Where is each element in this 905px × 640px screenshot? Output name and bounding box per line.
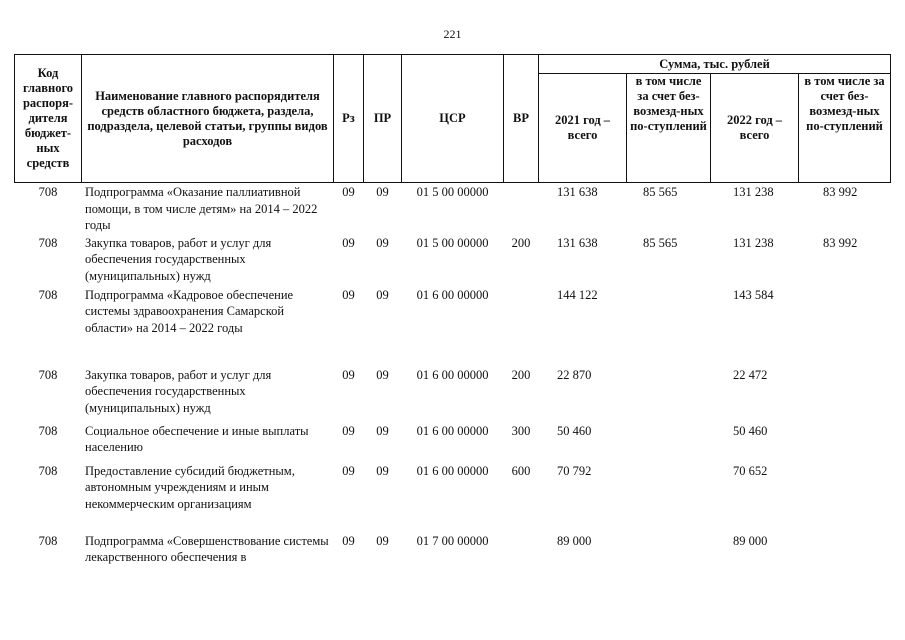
- cell-vr: [504, 286, 539, 366]
- cell-2022-gratuitous: [799, 532, 891, 586]
- cell-code: 708: [38, 423, 58, 438]
- cell-rz: 09: [342, 287, 355, 302]
- cell-2022-total: 50 460: [733, 423, 768, 438]
- header-rz: Рз: [334, 55, 364, 183]
- cell-rz: 09: [342, 235, 355, 250]
- cell-2021-total: 131 638: [557, 185, 598, 199]
- cell-2022-total: 89 000: [733, 533, 768, 548]
- header-csr: ЦСР: [402, 55, 504, 183]
- header-2022-gratuitous: в том числе за счет без-возмезд-ных по-ступлений: [799, 74, 891, 183]
- cell-2022-gratuitous: [799, 286, 891, 366]
- cell-2022-gratuitous: 83 992: [823, 185, 858, 199]
- cell-2021-total: 131 638: [557, 235, 598, 250]
- cell-2022-total: 70 652: [733, 463, 768, 478]
- cell-csr: 01 6 00 00000: [416, 423, 489, 438]
- cell-2021-total: 22 870: [557, 367, 592, 382]
- cell-rz: 09: [342, 367, 355, 382]
- cell-csr: 01 7 00 00000: [416, 533, 489, 548]
- cell-code: 708: [38, 533, 58, 548]
- cell-code: 708: [38, 463, 58, 478]
- cell-csr: 01 5 00 00000: [416, 185, 489, 199]
- header-name: Наименование главного распорядителя средств областного бюджета, раздела, подраздела, целевой статьи, группы видов расходов: [82, 55, 334, 183]
- cell-pr: 09: [376, 533, 389, 548]
- header-2021-gratuitous: в том числе за счет без-возмезд-ных по-ступлений: [627, 74, 711, 183]
- cell-vr: [504, 532, 539, 586]
- cell-2021-gratuitous: [627, 286, 711, 366]
- cell-csr: 01 6 00 00000: [416, 463, 489, 478]
- cell-name: Подпрограмма «Кадровое обеспечение системы здравоохранения Самарской области» на 2014 – 2022 годы: [85, 287, 294, 335]
- cell-pr: 09: [376, 235, 389, 250]
- page-number: 221: [443, 27, 462, 41]
- cell-vr: [504, 183, 539, 234]
- cell-name: Подпрограмма «Совершенствование системы лекарственного обеспечения в: [85, 533, 329, 564]
- cell-2021-total: 89 000: [557, 533, 592, 548]
- cell-2022-gratuitous: [799, 366, 891, 422]
- cell-2022-gratuitous: [799, 422, 891, 462]
- cell-2022-total: 131 238: [733, 185, 774, 199]
- table-row: [15, 366, 891, 422]
- cell-vr: 300: [511, 423, 531, 438]
- cell-2021-gratuitous: [627, 422, 711, 462]
- cell-2021-total: 50 460: [557, 423, 592, 438]
- cell-rz: 09: [342, 423, 355, 438]
- cell-2021-total: 144 122: [557, 287, 598, 302]
- header-vr: ВР: [504, 55, 539, 183]
- cell-vr: 200: [511, 367, 531, 382]
- cell-vr: 600: [511, 463, 531, 478]
- header-2021-total: 2021 год – всего: [539, 74, 627, 183]
- cell-code: 708: [38, 367, 58, 382]
- cell-pr: 09: [376, 463, 389, 478]
- cell-name: Социальное обеспечение и иные выплаты населению: [85, 423, 309, 454]
- cell-2022-total: 22 472: [733, 367, 768, 382]
- cell-code: 708: [38, 287, 58, 302]
- cell-2021-gratuitous: [627, 532, 711, 586]
- cell-rz: 09: [342, 463, 355, 478]
- table-row: [15, 183, 891, 234]
- cell-2021-gratuitous: [627, 366, 711, 422]
- cell-name: Закупка товаров, работ и услуг для обеспечения государственных (муниципальных) нужд: [85, 367, 272, 415]
- header-pr: ПР: [364, 55, 402, 183]
- cell-2021-total: 70 792: [557, 463, 592, 478]
- table-row: [15, 286, 891, 366]
- table-row: [15, 532, 891, 586]
- cell-2022-gratuitous: [799, 462, 891, 532]
- table-row: [15, 422, 891, 462]
- cell-name: Закупка товаров, работ и услуг для обеспечения государственных (муниципальных) нужд: [85, 235, 272, 283]
- cell-pr: 09: [376, 287, 389, 302]
- cell-name: Подпрограмма «Оказание паллиативной помощи, в том числе детям» на 2014 – 2022 годы: [85, 185, 318, 232]
- header-sum: Сумма, тыс. рублей: [539, 55, 891, 74]
- cell-2021-gratuitous: 85 565: [643, 185, 678, 199]
- cell-rz: 09: [342, 185, 355, 199]
- header-code: Код главного распоря-дителя бюджет-ных средств: [15, 55, 82, 183]
- cell-csr: 01 6 00 00000: [416, 367, 489, 382]
- cell-2022-gratuitous: 83 992: [823, 235, 858, 250]
- cell-pr: 09: [376, 423, 389, 438]
- cell-rz: 09: [342, 533, 355, 548]
- cell-2022-total: 143 584: [733, 287, 774, 302]
- cell-code: 708: [38, 185, 58, 199]
- cell-2021-gratuitous: [627, 462, 711, 532]
- cell-2022-total: 131 238: [733, 235, 774, 250]
- budget-table: [14, 54, 891, 586]
- header-2022-total: 2022 год – всего: [711, 74, 799, 183]
- table-row: [15, 462, 891, 532]
- cell-name: Предоставление субсидий бюджетным, автономным учреждениям и иным некоммерческим организациям: [85, 463, 295, 511]
- cell-csr: 01 6 00 00000: [416, 287, 489, 302]
- cell-2021-gratuitous: 85 565: [643, 235, 678, 250]
- cell-vr: 200: [511, 235, 531, 250]
- table-row: [15, 234, 891, 286]
- cell-pr: 09: [376, 367, 389, 382]
- cell-code: 708: [38, 235, 58, 250]
- cell-csr: 01 5 00 00000: [416, 235, 489, 250]
- cell-pr: 09: [376, 185, 389, 199]
